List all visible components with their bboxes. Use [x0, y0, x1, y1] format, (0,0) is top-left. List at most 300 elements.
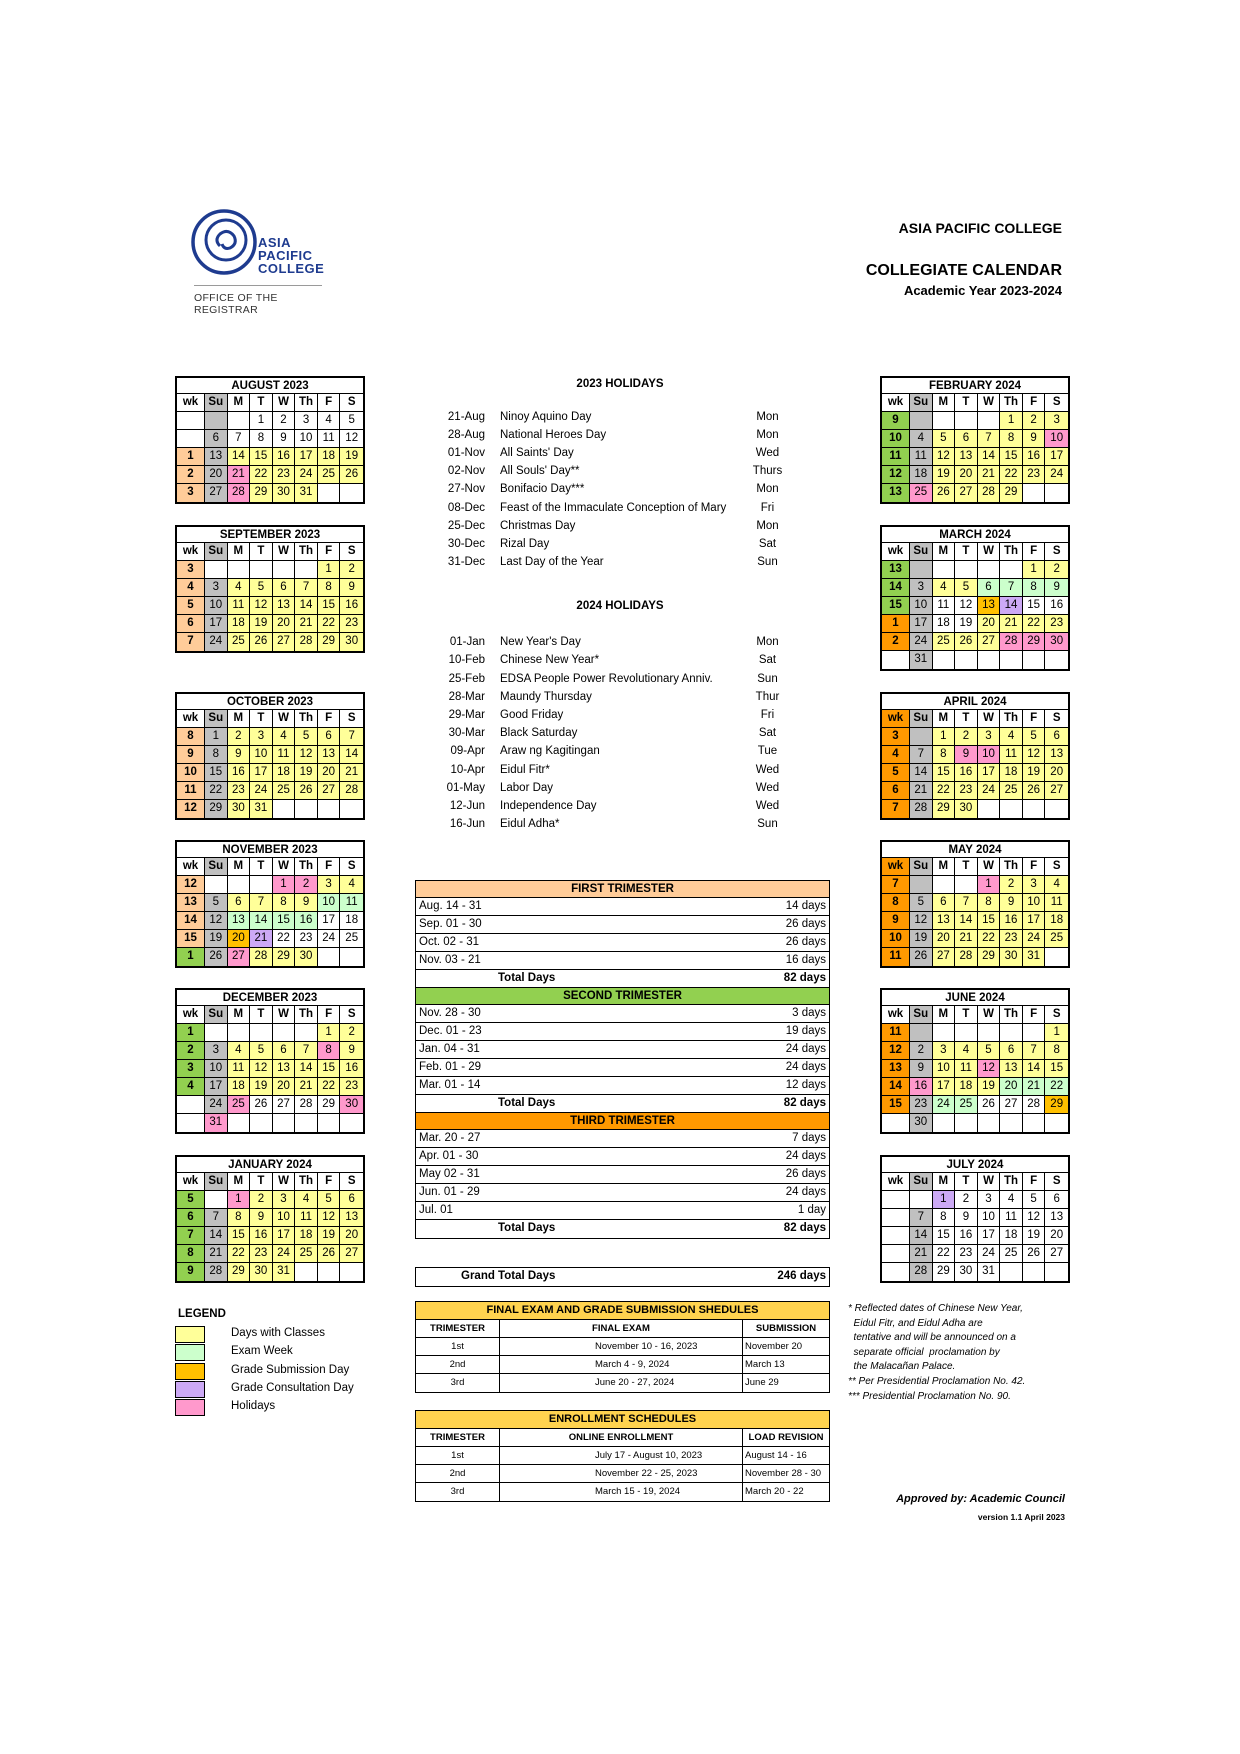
day-cell: 27	[318, 782, 341, 800]
schedule-cell: August 14 - 16	[745, 1450, 807, 1461]
day-cell: 19	[933, 466, 956, 484]
period-dates: Nov. 03 - 21	[419, 954, 481, 966]
holiday-name: Ninoy Aquino Day	[500, 411, 592, 423]
day-cell: 7	[978, 430, 1001, 448]
day-cell: 21	[250, 930, 273, 948]
trimester-period-row	[416, 898, 829, 916]
day-cell: 5	[910, 894, 933, 912]
holiday-weekday: Tue	[757, 745, 778, 757]
period-dates: Sep. 01 - 30	[419, 918, 482, 930]
period-days: 14 days	[785, 900, 826, 912]
holiday-name: Good Friday	[500, 709, 564, 721]
day-cell: 27	[205, 484, 228, 502]
schedule-cell: March 13	[745, 1359, 785, 1370]
day-cell: 19	[340, 448, 363, 466]
day-cell: 26	[910, 948, 933, 966]
day-cell: 20	[933, 930, 956, 948]
day-cell: 28	[910, 1263, 933, 1281]
day-cell: 28	[295, 633, 318, 651]
holiday-row	[425, 520, 835, 538]
day-cell: 17	[1045, 448, 1068, 466]
legend-item	[175, 1326, 405, 1344]
day-cell	[273, 1114, 296, 1132]
day-cell	[295, 800, 318, 818]
schedule-row	[416, 1483, 829, 1501]
weekday-header: Th	[1000, 1173, 1023, 1191]
weekday-header: Th	[295, 394, 318, 412]
enrollment-table	[415, 1410, 830, 1502]
holiday-weekday: Sat	[758, 654, 777, 666]
weekday-header: T	[955, 1173, 978, 1191]
holiday-weekday: Mon	[756, 636, 779, 648]
month-title: OCTOBER 2023	[177, 694, 363, 710]
holiday-date: 01-Jan	[449, 636, 485, 648]
day-cell: 21	[978, 466, 1001, 484]
trimester-period-row	[416, 952, 829, 970]
day-cell: 25	[1045, 930, 1068, 948]
month-calendar	[175, 988, 365, 1134]
legend-label: Days with Classes	[231, 1327, 325, 1339]
trimester-total-row	[416, 970, 829, 988]
day-cell	[910, 1024, 933, 1042]
day-cell: 22	[933, 1245, 956, 1263]
weekday-header: F	[1023, 394, 1046, 412]
day-cell: 28	[1000, 633, 1023, 651]
day-cell: 16	[1000, 912, 1023, 930]
day-cell: 16	[1023, 448, 1046, 466]
week-number	[882, 1227, 910, 1245]
day-cell: 21	[295, 1078, 318, 1096]
day-cell: 12	[250, 1060, 273, 1078]
week-number: 13	[882, 484, 910, 502]
day-cell: 21	[228, 466, 251, 484]
weekday-header: Su	[910, 543, 933, 561]
schedule-row	[416, 1338, 829, 1356]
week-number-header: wk	[177, 1006, 205, 1024]
day-cell	[933, 1024, 956, 1042]
day-cell: 27	[1045, 782, 1068, 800]
day-cell: 20	[340, 1227, 363, 1245]
week-number-header: wk	[177, 394, 205, 412]
holiday-row	[425, 782, 835, 800]
period-dates: Apr. 01 - 30	[419, 1150, 479, 1162]
day-cell: 5	[933, 430, 956, 448]
week-number	[882, 651, 910, 669]
day-cell: 16	[910, 1078, 933, 1096]
week-number: 11	[882, 448, 910, 466]
weekday-header: M	[933, 394, 956, 412]
total-label: Total Days	[498, 1222, 556, 1234]
holidays-2024-title: 2024 HOLIDAYS	[576, 600, 664, 612]
day-cell	[933, 876, 956, 894]
day-cell	[228, 561, 251, 579]
month-grid	[177, 858, 363, 966]
day-cell: 12	[340, 430, 363, 448]
weekday-header: M	[933, 858, 956, 876]
holiday-row	[425, 447, 835, 465]
footnote-line: *** Presidential Proclamation No. 90.	[848, 1390, 1011, 1402]
logo-word-1: ASIA	[258, 235, 292, 250]
day-cell: 21	[1000, 615, 1023, 633]
week-number: 5	[177, 597, 205, 615]
day-cell: 5	[250, 1042, 273, 1060]
period-dates: Jun. 01 - 29	[419, 1186, 480, 1198]
day-cell: 15	[205, 764, 228, 782]
day-cell: 14	[228, 448, 251, 466]
day-cell: 10	[1045, 430, 1068, 448]
day-cell: 18	[273, 764, 296, 782]
week-number: 10	[177, 764, 205, 782]
day-cell: 14	[978, 448, 1001, 466]
day-cell: 25	[340, 930, 363, 948]
day-cell: 29	[1000, 484, 1023, 502]
week-number-header: wk	[882, 394, 910, 412]
day-cell: 15	[933, 764, 956, 782]
day-cell: 22	[978, 930, 1001, 948]
day-cell: 11	[228, 1060, 251, 1078]
day-cell: 7	[1000, 579, 1023, 597]
trimester-period-row	[416, 1130, 829, 1148]
week-number: 9	[882, 412, 910, 430]
day-cell	[250, 1114, 273, 1132]
week-number: 8	[177, 728, 205, 746]
holiday-weekday: Fri	[760, 502, 775, 514]
weekday-header: Su	[910, 1006, 933, 1024]
holiday-name: Eidul Adha*	[500, 818, 560, 830]
day-cell: 25	[910, 484, 933, 502]
day-cell: 20	[205, 466, 228, 484]
day-cell: 9	[1000, 894, 1023, 912]
trimester-period-row	[416, 1166, 829, 1184]
weekday-header: F	[318, 1006, 341, 1024]
day-cell: 21	[295, 615, 318, 633]
day-cell	[1000, 1024, 1023, 1042]
week-number: 3	[177, 561, 205, 579]
day-cell: 10	[910, 597, 933, 615]
day-cell: 24	[978, 782, 1001, 800]
day-cell	[205, 876, 228, 894]
day-cell: 25	[228, 1096, 251, 1114]
period-dates: Jan. 04 - 31	[419, 1043, 480, 1055]
day-cell: 20	[1000, 1078, 1023, 1096]
day-cell: 29	[228, 1263, 251, 1281]
week-number: 14	[882, 1078, 910, 1096]
week-number: 11	[882, 1024, 910, 1042]
schedule-title: ENROLLMENT SCHEDULES	[416, 1411, 829, 1429]
day-cell: 2	[1045, 561, 1068, 579]
day-cell	[295, 1263, 318, 1281]
trimester-period-row	[416, 1184, 829, 1202]
week-number	[882, 1191, 910, 1209]
weekday-header: F	[1023, 710, 1046, 728]
holidays-2023-title: 2023 HOLIDAYS	[576, 378, 664, 390]
weekday-header: W	[273, 543, 296, 561]
weekday-header: Th	[1000, 1006, 1023, 1024]
day-cell: 2	[910, 1042, 933, 1060]
weekday-header: T	[955, 1006, 978, 1024]
day-cell: 6	[1000, 1042, 1023, 1060]
month-grid	[177, 1173, 363, 1281]
month-grid	[882, 1006, 1068, 1132]
day-cell: 29	[1023, 633, 1046, 651]
weekday-header: T	[955, 858, 978, 876]
day-cell	[955, 412, 978, 430]
day-cell: 19	[978, 1078, 1001, 1096]
day-cell: 24	[273, 1245, 296, 1263]
day-cell: 24	[1023, 930, 1046, 948]
day-cell: 4	[318, 412, 341, 430]
holiday-name: All Saints' Day	[500, 447, 574, 459]
period-days: 19 days	[785, 1025, 826, 1037]
day-cell: 14	[910, 1227, 933, 1245]
day-cell: 6	[978, 579, 1001, 597]
day-cell: 27	[1000, 1096, 1023, 1114]
day-cell: 5	[1023, 1191, 1046, 1209]
day-cell: 6	[955, 430, 978, 448]
schedule-header-row	[416, 1429, 829, 1447]
day-cell: 17	[295, 448, 318, 466]
weekday-header: W	[978, 1006, 1001, 1024]
schedule-cell: 2nd	[416, 1465, 500, 1482]
day-cell	[273, 800, 296, 818]
holiday-weekday: Wed	[755, 782, 780, 794]
day-cell	[205, 561, 228, 579]
weekday-header: Th	[295, 1173, 318, 1191]
day-cell	[1000, 651, 1023, 669]
week-number	[882, 1245, 910, 1263]
trimester-period-row	[416, 1059, 829, 1077]
day-cell: 7	[1023, 1042, 1046, 1060]
schedule-cell: 1st	[416, 1338, 500, 1355]
holiday-row	[425, 502, 835, 520]
legend-label: Grade Consultation Day	[231, 1381, 354, 1394]
day-cell: 26	[295, 782, 318, 800]
weekday-header: S	[1045, 710, 1068, 728]
day-cell: 4	[295, 1191, 318, 1209]
week-number: 6	[882, 782, 910, 800]
day-cell: 30	[295, 948, 318, 966]
holiday-date: 02-Nov	[447, 465, 485, 477]
day-cell: 17	[205, 615, 228, 633]
day-cell: 24	[318, 930, 341, 948]
day-cell: 29	[933, 800, 956, 818]
day-cell: 5	[340, 412, 363, 430]
day-cell: 3	[295, 412, 318, 430]
page-subtitle: Academic Year 2023-2024	[903, 283, 1062, 298]
week-number: 13	[177, 894, 205, 912]
day-cell	[228, 1114, 251, 1132]
month-grid	[882, 394, 1068, 502]
day-cell: 18	[228, 1078, 251, 1096]
day-cell: 25	[273, 782, 296, 800]
legend-swatch	[175, 1326, 205, 1343]
period-dates: Jul. 01	[419, 1204, 453, 1216]
weekday-header: S	[1045, 543, 1068, 561]
period-days: 1 day	[797, 1204, 826, 1216]
period-days: 26 days	[785, 918, 826, 930]
holiday-weekday: Mon	[756, 429, 779, 441]
day-cell: 3	[205, 1042, 228, 1060]
day-cell: 30	[1045, 633, 1068, 651]
day-cell: 8	[228, 1209, 251, 1227]
day-cell: 23	[273, 466, 296, 484]
footnote-line: tentative and will be announced on a	[848, 1332, 1016, 1344]
day-cell: 4	[228, 1042, 251, 1060]
weekday-header: Su	[910, 858, 933, 876]
holiday-weekday: Thur	[755, 691, 780, 703]
month-calendar	[175, 376, 365, 504]
weekday-header: Su	[910, 710, 933, 728]
day-cell: 7	[295, 1042, 318, 1060]
month-calendar	[175, 525, 365, 653]
day-cell: 8	[205, 746, 228, 764]
day-cell: 12	[933, 448, 956, 466]
day-cell	[1045, 651, 1068, 669]
day-cell: 17	[250, 764, 273, 782]
day-cell: 10	[978, 746, 1001, 764]
day-cell: 3	[933, 1042, 956, 1060]
week-number: 15	[882, 597, 910, 615]
day-cell: 5	[250, 579, 273, 597]
period-dates: Mar. 20 - 27	[419, 1132, 481, 1144]
day-cell: 15	[318, 1060, 341, 1078]
day-cell: 10	[1023, 894, 1046, 912]
day-cell: 22	[273, 930, 296, 948]
period-dates: Aug. 14 - 31	[419, 900, 482, 912]
trimester-period-row	[416, 1041, 829, 1059]
day-cell: 25	[318, 466, 341, 484]
period-days: 24 days	[785, 1150, 826, 1162]
legend-item	[175, 1363, 405, 1381]
day-cell	[1023, 1263, 1046, 1281]
day-cell: 2	[295, 876, 318, 894]
holiday-name: Bonifacio Day***	[500, 483, 585, 495]
holiday-row	[425, 411, 835, 429]
day-cell: 7	[205, 1209, 228, 1227]
weekday-header: Su	[205, 1173, 228, 1191]
weekday-header: Th	[1000, 858, 1023, 876]
holiday-date: 10-Apr	[450, 764, 485, 776]
holiday-name: Araw ng Kagitingan	[500, 745, 600, 757]
day-cell: 29	[933, 1263, 956, 1281]
trimester-total-row	[416, 1095, 829, 1113]
day-cell: 8	[1023, 579, 1046, 597]
day-cell: 23	[340, 615, 363, 633]
day-cell: 5	[295, 728, 318, 746]
day-cell: 5	[978, 1042, 1001, 1060]
schedule-cell: November 22 - 25, 2023	[500, 1465, 743, 1482]
day-cell: 27	[273, 1096, 296, 1114]
weekday-header: S	[1045, 1006, 1068, 1024]
month-grid	[882, 543, 1068, 669]
weekday-header: S	[340, 858, 363, 876]
day-cell: 9	[295, 894, 318, 912]
day-cell: 14	[1000, 597, 1023, 615]
day-cell	[1045, 1114, 1068, 1132]
day-cell	[955, 1114, 978, 1132]
day-cell: 13	[340, 1209, 363, 1227]
week-number: 9	[177, 1263, 205, 1281]
week-number: 9	[882, 912, 910, 930]
day-cell: 18	[933, 615, 956, 633]
day-cell: 13	[1045, 746, 1068, 764]
day-cell	[978, 1114, 1001, 1132]
weekday-header: T	[955, 543, 978, 561]
day-cell: 8	[1000, 430, 1023, 448]
weekday-header: W	[978, 543, 1001, 561]
day-cell: 23	[910, 1096, 933, 1114]
day-cell: 18	[340, 912, 363, 930]
trimester-period-row	[416, 1023, 829, 1041]
day-cell: 16	[340, 1060, 363, 1078]
day-cell: 30	[910, 1114, 933, 1132]
day-cell: 30	[1000, 948, 1023, 966]
day-cell: 3	[250, 728, 273, 746]
day-cell: 26	[933, 484, 956, 502]
day-cell: 31	[205, 1114, 228, 1132]
day-cell: 20	[273, 1078, 296, 1096]
schedule-header-row	[416, 1320, 829, 1338]
day-cell: 28	[295, 1096, 318, 1114]
day-cell: 2	[340, 1024, 363, 1042]
day-cell: 13	[933, 912, 956, 930]
day-cell: 16	[955, 764, 978, 782]
month-title: SEPTEMBER 2023	[177, 527, 363, 543]
period-dates: Oct. 02 - 31	[419, 936, 480, 948]
week-number: 7	[177, 1227, 205, 1245]
week-number-header: wk	[177, 1173, 205, 1191]
day-cell: 31	[273, 1263, 296, 1281]
week-number	[177, 1096, 205, 1114]
day-cell	[933, 412, 956, 430]
day-cell: 6	[273, 579, 296, 597]
day-cell: 15	[250, 448, 273, 466]
day-cell: 14	[250, 912, 273, 930]
holiday-date: 25-Dec	[447, 520, 485, 532]
day-cell: 27	[933, 948, 956, 966]
day-cell: 19	[1023, 1227, 1046, 1245]
office-name: OFFICE OF THE REGISTRAR	[194, 292, 278, 316]
week-number-header: wk	[177, 543, 205, 561]
holiday-weekday: Wed	[755, 800, 780, 812]
weekday-header: W	[978, 1173, 1001, 1191]
weekday-header: T	[250, 710, 273, 728]
day-cell: 17	[273, 1227, 296, 1245]
weekday-header: T	[250, 1006, 273, 1024]
week-number	[882, 1114, 910, 1132]
day-cell	[318, 1114, 341, 1132]
weekday-header: M	[228, 1006, 251, 1024]
day-cell: 28	[955, 948, 978, 966]
schedule-column-header: SUBMISSION	[755, 1323, 817, 1334]
holiday-date: 28-Mar	[448, 691, 485, 703]
week-number: 11	[177, 782, 205, 800]
holiday-date: 10-Feb	[448, 654, 485, 666]
day-cell: 9	[910, 1060, 933, 1078]
period-days: 7 days	[792, 1132, 826, 1144]
weekday-header: Su	[205, 710, 228, 728]
day-cell: 4	[273, 728, 296, 746]
day-cell: 28	[205, 1263, 228, 1281]
schedule-column-header: TRIMESTER	[416, 1429, 500, 1446]
day-cell: 14	[205, 1227, 228, 1245]
day-cell	[205, 1191, 228, 1209]
day-cell: 10	[295, 430, 318, 448]
period-days: 3 days	[792, 1007, 826, 1019]
day-cell: 11	[1000, 746, 1023, 764]
day-cell: 12	[250, 597, 273, 615]
legend-item	[175, 1344, 405, 1362]
